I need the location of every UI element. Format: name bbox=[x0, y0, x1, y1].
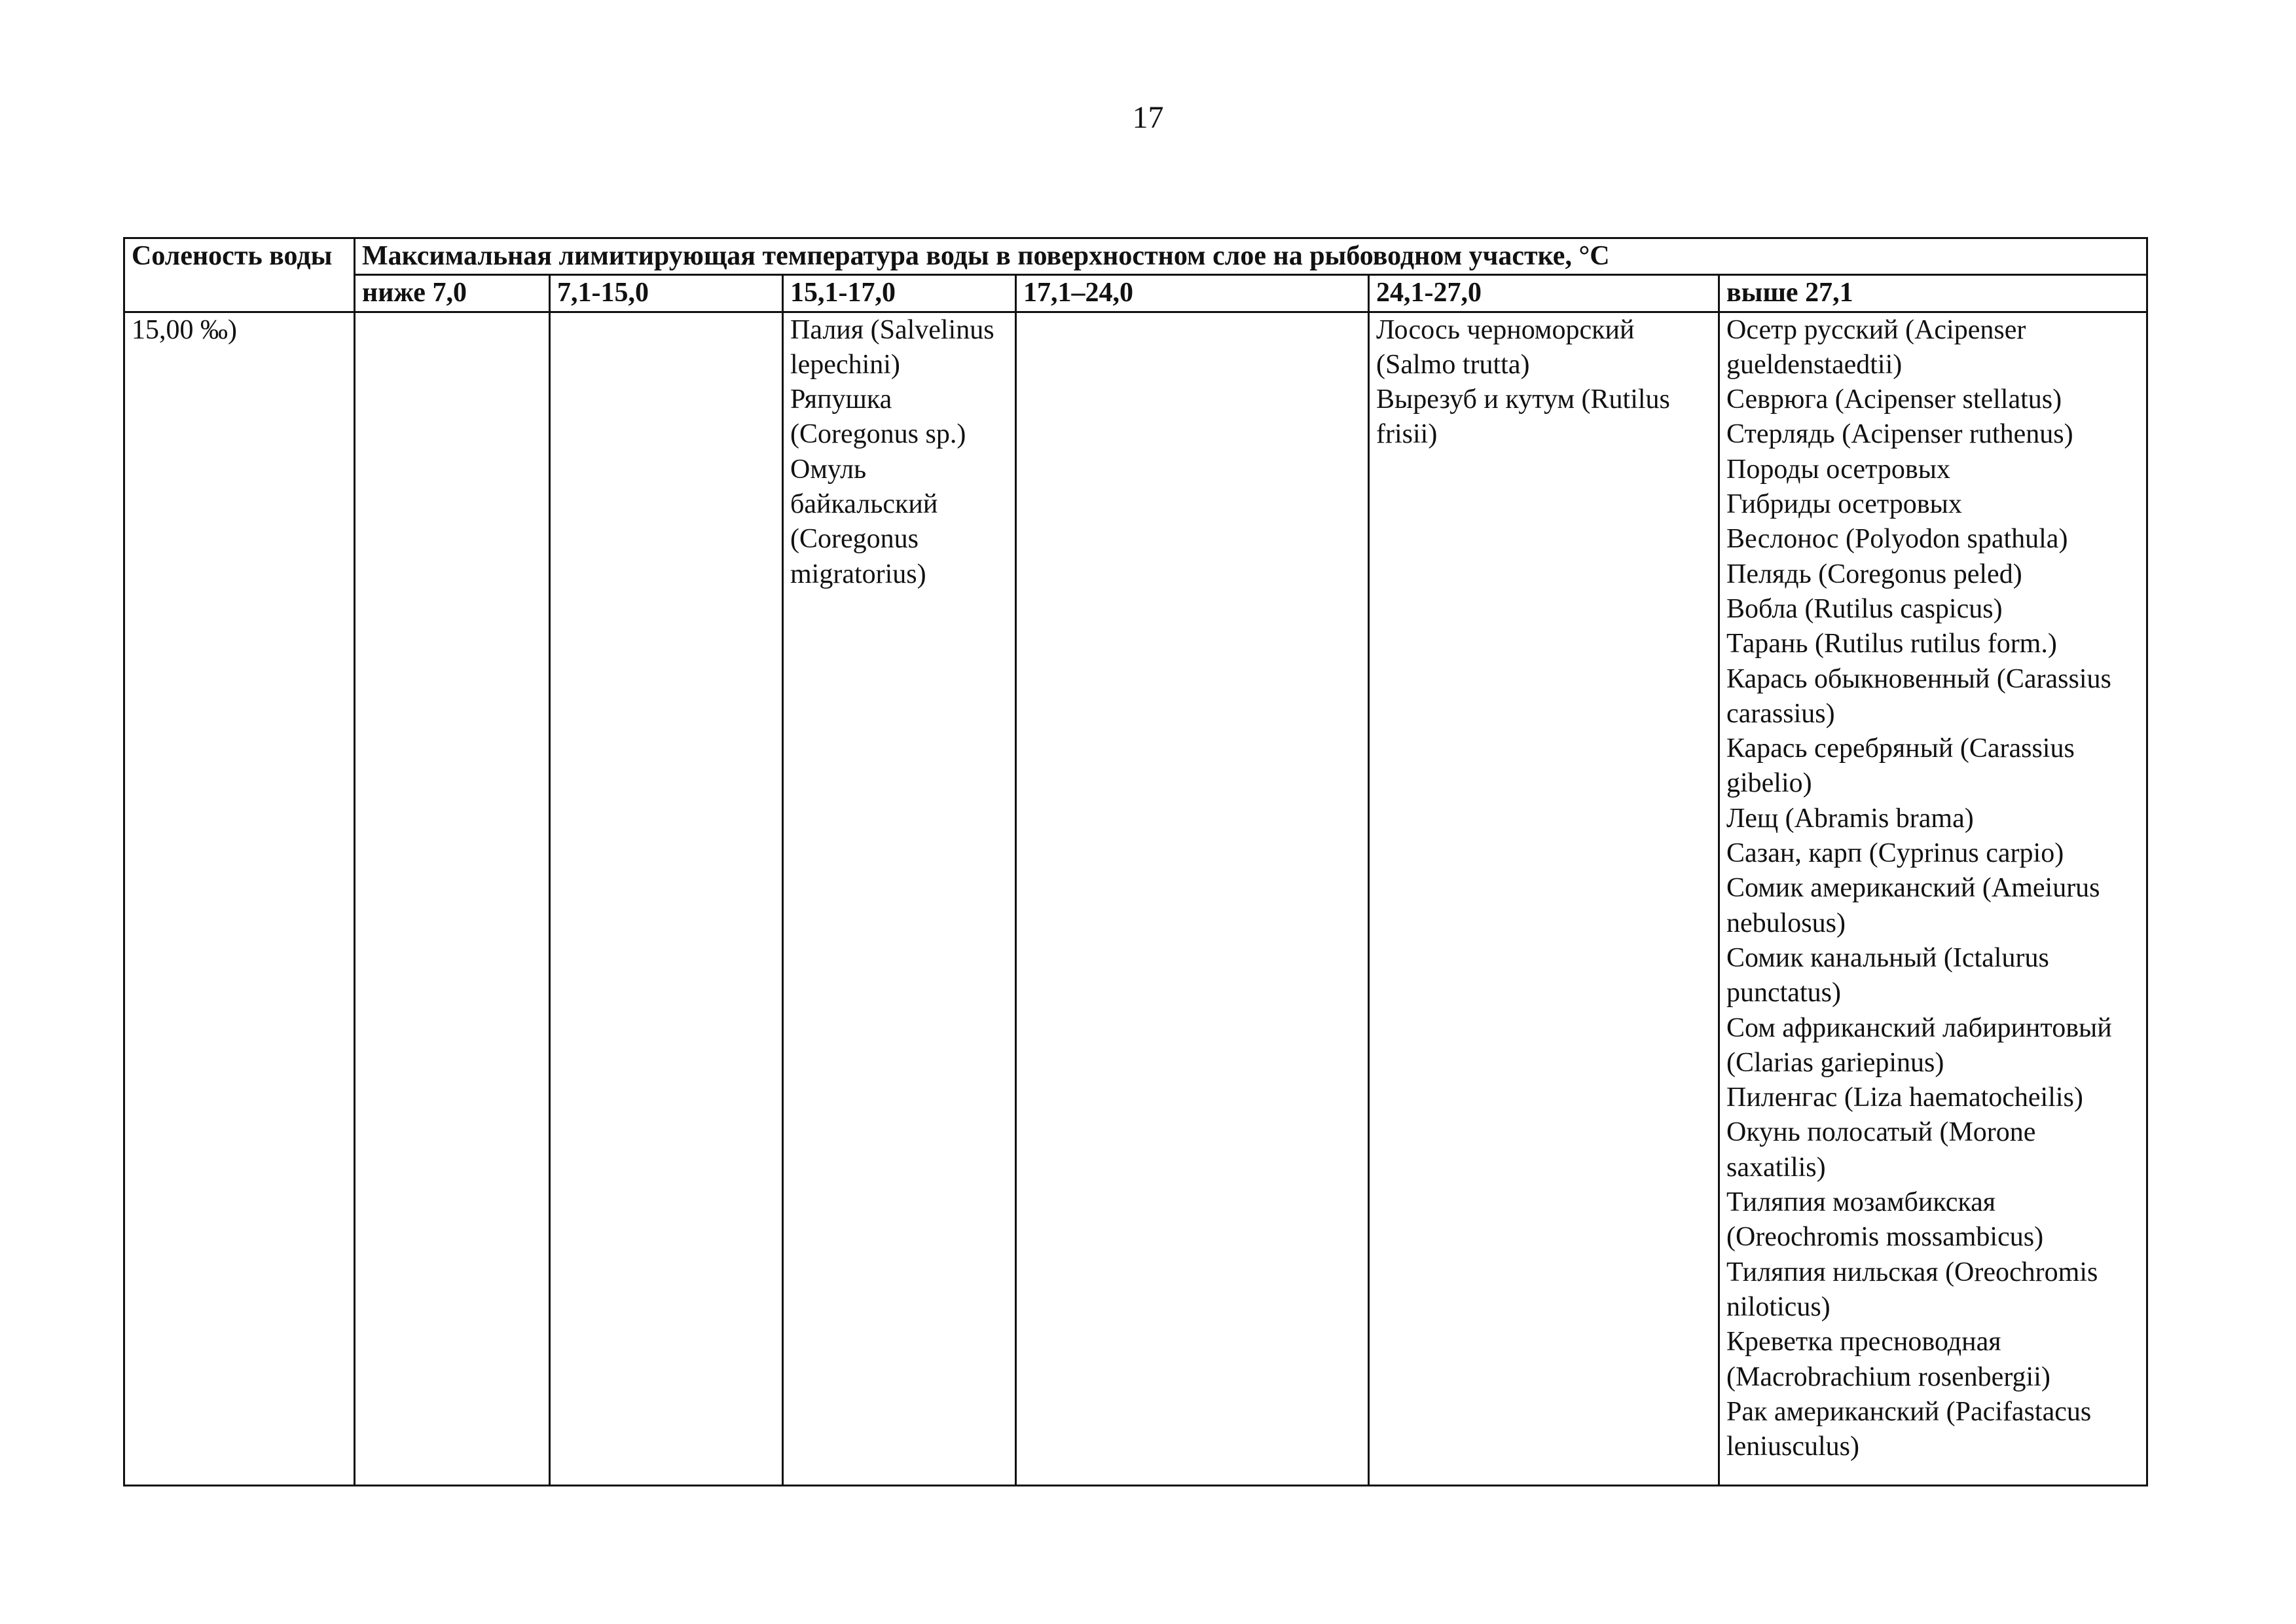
range-header-7-15: 7,1-15,0 bbox=[550, 275, 783, 312]
species-entry: Пиленгас (Liza haematocheilis) bbox=[1726, 1082, 2083, 1113]
species-entry: Карась обыкновенный (Carassius carassius) bbox=[1726, 663, 2111, 729]
species-entry: Тарань (Rutilus rutilus form.) bbox=[1726, 629, 2057, 659]
species-cell-above-27 bbox=[1719, 312, 2147, 1485]
species-entry: Севрюга (Acipenser stellatus) bbox=[1726, 384, 2062, 415]
species-entry: Рак американский (Pacifastacus leniusculus) bbox=[1726, 1396, 2092, 1462]
species-cell-17-24 bbox=[1016, 312, 1369, 1485]
species-temperature-table bbox=[123, 237, 2148, 1486]
species-entry: Тиляпия мозамбикская (Oreochromis mossambicus) bbox=[1726, 1187, 2044, 1253]
range-header-24-27: 24,1-27,0 bbox=[1369, 275, 1719, 312]
species-entry: Креветка пресноводная (Macrobrachium rosenbergii) bbox=[1726, 1327, 2050, 1392]
species-entry: Вырезуб и кутум (Rutilus frisii) bbox=[1376, 384, 1670, 450]
temperature-range-header-row bbox=[124, 275, 2147, 312]
species-entry: Стерлядь (Acipenser ruthenus) bbox=[1726, 419, 2073, 450]
species-entry: Тиляпия нильская (Oreochromis niloticus) bbox=[1726, 1257, 2098, 1322]
table-row bbox=[124, 312, 2147, 1485]
range-header-below-7: ниже 7,0 bbox=[355, 275, 550, 312]
species-entry: Лещ (Abramis brama) bbox=[1726, 803, 1974, 834]
range-header-17-24: 17,1–24,0 bbox=[1016, 275, 1369, 312]
species-entry: Лосось черноморский (Salmo trutta) bbox=[1376, 314, 1635, 380]
max-temperature-header: Максимальная лимитирующая температура воды в поверхностном слое на рыбоводном участке, °C bbox=[355, 238, 2147, 275]
species-entry: Палия (Salvelinus lepechini) bbox=[790, 314, 994, 380]
salinity-value-cell: 15,00 ‰) bbox=[124, 312, 355, 1485]
species-cell-below-7 bbox=[355, 312, 550, 1485]
salinity-column-header: Соленость воды bbox=[124, 238, 355, 312]
species-entry: Ряпушка (Coregonus sp.) bbox=[790, 384, 966, 450]
species-entry: Омуль байкальский (Coregonus migratorius) bbox=[790, 454, 938, 589]
species-cell-15-17 bbox=[783, 312, 1016, 1485]
species-entry: Вобла (Rutilus caspicus) bbox=[1726, 593, 2003, 624]
species-entry: Породы осетровых bbox=[1726, 454, 1950, 485]
species-entry: Сомик канальный (Ictalurus punctatus) bbox=[1726, 942, 2049, 1008]
species-entry: Окунь полосатый (Morone saxatilis) bbox=[1726, 1117, 2036, 1183]
species-entry: Осетр русский (Acipenser gueldenstaedtii) bbox=[1726, 314, 2026, 380]
range-header-above-27: выше 27,1 bbox=[1719, 275, 2147, 312]
species-entry: Сомик американский (Ameiurus nebulosus) bbox=[1726, 873, 2100, 938]
species-cell-24-27 bbox=[1369, 312, 1719, 1485]
page-number: 17 bbox=[1132, 100, 1164, 135]
species-entry: Гибриды осетровых bbox=[1726, 489, 1962, 520]
species-cell-7-15 bbox=[550, 312, 783, 1485]
species-entry: Сазан, карп (Cyprinus carpio) bbox=[1726, 838, 2064, 869]
range-header-15-17: 15,1-17,0 bbox=[783, 275, 1016, 312]
species-entry: Веслонос (Polyodon spathula) bbox=[1726, 524, 2068, 555]
species-entry: Сом африканский лабиринтовый (Clarias gariepinus) bbox=[1726, 1012, 2112, 1078]
table-header-row bbox=[124, 238, 2147, 275]
species-entry: Пелядь (Coregonus peled) bbox=[1726, 559, 2022, 589]
species-entry: Карась серебряный (Carassius gibelio) bbox=[1726, 733, 2075, 799]
